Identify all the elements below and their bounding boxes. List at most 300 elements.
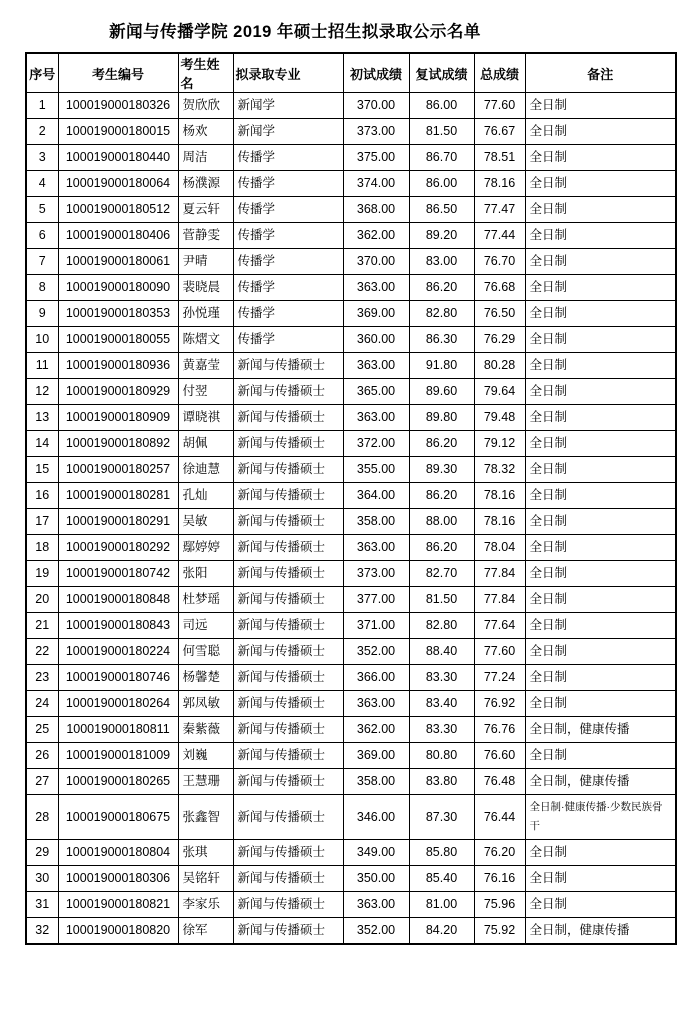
cell-major: 新闻与传播硕士 bbox=[233, 795, 343, 840]
cell-total-score: 79.12 bbox=[474, 431, 525, 457]
cell-total-score: 76.67 bbox=[474, 119, 525, 145]
cell-name: 孙悦瑾 bbox=[178, 301, 233, 327]
cell-name: 张鑫智 bbox=[178, 795, 233, 840]
cell-initial-score: 358.00 bbox=[343, 769, 409, 795]
cell-retest-score: 89.20 bbox=[409, 223, 474, 249]
cell-major: 新闻与传播硕士 bbox=[233, 483, 343, 509]
cell-retest-score: 89.80 bbox=[409, 405, 474, 431]
table-row bbox=[26, 275, 676, 301]
cell-major: 传播学 bbox=[233, 249, 343, 275]
table-row bbox=[26, 93, 676, 119]
cell-candidate-id: 100019000180015 bbox=[58, 119, 178, 145]
cell-initial-score: 362.00 bbox=[343, 223, 409, 249]
table-row bbox=[26, 639, 676, 665]
cell-total-score: 77.44 bbox=[474, 223, 525, 249]
cell-major: 新闻与传播硕士 bbox=[233, 613, 343, 639]
table-row bbox=[26, 119, 676, 145]
cell-initial-score: 364.00 bbox=[343, 483, 409, 509]
cell-total-score: 79.64 bbox=[474, 379, 525, 405]
cell-remark: 全日制 bbox=[525, 866, 676, 892]
cell-remark: 全日制 bbox=[525, 353, 676, 379]
cell-seq: 9 bbox=[26, 301, 58, 327]
cell-remark: 全日制 bbox=[525, 743, 676, 769]
cell-name: 李家乐 bbox=[178, 892, 233, 918]
page-title: 新闻与传播学院 2019 年硕士招生拟录取公示名单 bbox=[109, 23, 481, 41]
cell-total-score: 77.84 bbox=[474, 561, 525, 587]
cell-seq: 15 bbox=[26, 457, 58, 483]
cell-retest-score: 81.50 bbox=[409, 119, 474, 145]
cell-seq: 4 bbox=[26, 171, 58, 197]
cell-initial-score: 352.00 bbox=[343, 639, 409, 665]
column-header-name: 考生姓名 bbox=[178, 53, 233, 93]
cell-major: 传播学 bbox=[233, 145, 343, 171]
column-header-seq: 序号 bbox=[26, 53, 58, 93]
cell-initial-score: 370.00 bbox=[343, 93, 409, 119]
table-row bbox=[26, 223, 676, 249]
cell-seq: 19 bbox=[26, 561, 58, 587]
cell-remark: 全日制 bbox=[525, 405, 676, 431]
cell-name: 张阳 bbox=[178, 561, 233, 587]
cell-initial-score: 362.00 bbox=[343, 717, 409, 743]
cell-seq: 25 bbox=[26, 717, 58, 743]
cell-total-score: 76.76 bbox=[474, 717, 525, 743]
cell-name: 徐迪慧 bbox=[178, 457, 233, 483]
cell-candidate-id: 100019000180820 bbox=[58, 918, 178, 945]
cell-major: 新闻与传播硕士 bbox=[233, 405, 343, 431]
cell-candidate-id: 100019000180804 bbox=[58, 840, 178, 866]
cell-seq: 20 bbox=[26, 587, 58, 613]
cell-seq: 32 bbox=[26, 918, 58, 945]
cell-seq: 22 bbox=[26, 639, 58, 665]
table-row bbox=[26, 743, 676, 769]
cell-name: 夏云轩 bbox=[178, 197, 233, 223]
cell-total-score: 77.84 bbox=[474, 587, 525, 613]
cell-retest-score: 86.00 bbox=[409, 93, 474, 119]
cell-total-score: 78.32 bbox=[474, 457, 525, 483]
table-row bbox=[26, 301, 676, 327]
cell-retest-score: 82.80 bbox=[409, 613, 474, 639]
cell-retest-score: 86.00 bbox=[409, 171, 474, 197]
column-header-remark: 备注 bbox=[525, 53, 676, 93]
cell-candidate-id: 100019000180675 bbox=[58, 795, 178, 840]
cell-remark: 全日制·健康传播·少数民族骨干 bbox=[525, 795, 676, 840]
cell-seq: 13 bbox=[26, 405, 58, 431]
cell-initial-score: 370.00 bbox=[343, 249, 409, 275]
cell-major: 传播学 bbox=[233, 171, 343, 197]
cell-initial-score: 363.00 bbox=[343, 691, 409, 717]
cell-candidate-id: 100019000180821 bbox=[58, 892, 178, 918]
cell-major: 新闻与传播硕士 bbox=[233, 535, 343, 561]
cell-total-score: 76.44 bbox=[474, 795, 525, 840]
cell-seq: 28 bbox=[26, 795, 58, 840]
cell-seq: 10 bbox=[26, 327, 58, 353]
cell-initial-score: 373.00 bbox=[343, 119, 409, 145]
cell-retest-score: 88.00 bbox=[409, 509, 474, 535]
cell-name: 刘巍 bbox=[178, 743, 233, 769]
cell-seq: 1 bbox=[26, 93, 58, 119]
cell-initial-score: 363.00 bbox=[343, 353, 409, 379]
cell-total-score: 79.48 bbox=[474, 405, 525, 431]
cell-name: 裴晓晨 bbox=[178, 275, 233, 301]
cell-candidate-id: 100019000180909 bbox=[58, 405, 178, 431]
cell-remark: 全日制，健康传播 bbox=[525, 918, 676, 945]
cell-total-score: 75.92 bbox=[474, 918, 525, 945]
cell-remark: 全日制 bbox=[525, 613, 676, 639]
cell-total-score: 76.16 bbox=[474, 866, 525, 892]
cell-name: 杜梦瑶 bbox=[178, 587, 233, 613]
cell-total-score: 76.48 bbox=[474, 769, 525, 795]
cell-candidate-id: 100019000180061 bbox=[58, 249, 178, 275]
cell-candidate-id: 100019000180224 bbox=[58, 639, 178, 665]
cell-name: 菅静雯 bbox=[178, 223, 233, 249]
cell-name: 谭晓祺 bbox=[178, 405, 233, 431]
cell-remark: 全日制 bbox=[525, 197, 676, 223]
cell-major: 新闻与传播硕士 bbox=[233, 665, 343, 691]
table-row bbox=[26, 457, 676, 483]
cell-candidate-id: 100019000180257 bbox=[58, 457, 178, 483]
cell-retest-score: 86.50 bbox=[409, 197, 474, 223]
cell-candidate-id: 100019000180055 bbox=[58, 327, 178, 353]
cell-retest-score: 85.80 bbox=[409, 840, 474, 866]
cell-major: 新闻与传播硕士 bbox=[233, 379, 343, 405]
cell-candidate-id: 100019000180265 bbox=[58, 769, 178, 795]
cell-remark: 全日制 bbox=[525, 379, 676, 405]
table-row bbox=[26, 561, 676, 587]
cell-total-score: 77.60 bbox=[474, 93, 525, 119]
cell-retest-score: 81.50 bbox=[409, 587, 474, 613]
cell-major: 新闻与传播硕士 bbox=[233, 639, 343, 665]
cell-candidate-id: 100019000181009 bbox=[58, 743, 178, 769]
cell-initial-score: 377.00 bbox=[343, 587, 409, 613]
cell-seq: 6 bbox=[26, 223, 58, 249]
cell-remark: 全日制，健康传播 bbox=[525, 769, 676, 795]
cell-retest-score: 87.30 bbox=[409, 795, 474, 840]
cell-candidate-id: 100019000180892 bbox=[58, 431, 178, 457]
cell-major: 新闻与传播硕士 bbox=[233, 457, 343, 483]
cell-retest-score: 85.40 bbox=[409, 866, 474, 892]
table-row bbox=[26, 717, 676, 743]
cell-retest-score: 86.20 bbox=[409, 483, 474, 509]
table-row bbox=[26, 866, 676, 892]
cell-retest-score: 86.20 bbox=[409, 275, 474, 301]
cell-major: 新闻与传播硕士 bbox=[233, 743, 343, 769]
table-row bbox=[26, 665, 676, 691]
cell-remark: 全日制 bbox=[525, 639, 676, 665]
cell-seq: 31 bbox=[26, 892, 58, 918]
cell-candidate-id: 100019000180291 bbox=[58, 509, 178, 535]
cell-seq: 3 bbox=[26, 145, 58, 171]
cell-candidate-id: 100019000180811 bbox=[58, 717, 178, 743]
cell-remark: 全日制 bbox=[525, 223, 676, 249]
table-row bbox=[26, 483, 676, 509]
table-row bbox=[26, 691, 676, 717]
cell-seq: 16 bbox=[26, 483, 58, 509]
cell-candidate-id: 100019000180746 bbox=[58, 665, 178, 691]
column-header-initial-score: 初试成绩 bbox=[343, 53, 409, 93]
cell-seq: 30 bbox=[26, 866, 58, 892]
table-row bbox=[26, 840, 676, 866]
cell-seq: 27 bbox=[26, 769, 58, 795]
cell-retest-score: 83.30 bbox=[409, 717, 474, 743]
cell-total-score: 76.70 bbox=[474, 249, 525, 275]
column-header-major: 拟录取专业 bbox=[233, 53, 343, 93]
cell-retest-score: 82.80 bbox=[409, 301, 474, 327]
cell-total-score: 76.92 bbox=[474, 691, 525, 717]
cell-major: 传播学 bbox=[233, 197, 343, 223]
cell-major: 新闻与传播硕士 bbox=[233, 918, 343, 945]
cell-retest-score: 86.70 bbox=[409, 145, 474, 171]
cell-retest-score: 83.00 bbox=[409, 249, 474, 275]
cell-retest-score: 86.20 bbox=[409, 535, 474, 561]
cell-seq: 26 bbox=[26, 743, 58, 769]
cell-candidate-id: 100019000180292 bbox=[58, 535, 178, 561]
cell-initial-score: 365.00 bbox=[343, 379, 409, 405]
column-header-candidate-id: 考生编号 bbox=[58, 53, 178, 93]
cell-initial-score: 358.00 bbox=[343, 509, 409, 535]
cell-remark: 全日制 bbox=[525, 457, 676, 483]
cell-name: 付翌 bbox=[178, 379, 233, 405]
cell-seq: 7 bbox=[26, 249, 58, 275]
cell-name: 陈熠文 bbox=[178, 327, 233, 353]
admission-roster-table bbox=[25, 52, 677, 945]
table-header-row bbox=[26, 53, 676, 93]
cell-remark: 全日制 bbox=[525, 892, 676, 918]
cell-seq: 8 bbox=[26, 275, 58, 301]
cell-total-score: 75.96 bbox=[474, 892, 525, 918]
table-row bbox=[26, 892, 676, 918]
cell-name: 何雪聪 bbox=[178, 639, 233, 665]
cell-total-score: 77.64 bbox=[474, 613, 525, 639]
cell-remark: 全日制 bbox=[525, 535, 676, 561]
cell-retest-score: 86.20 bbox=[409, 431, 474, 457]
cell-total-score: 77.47 bbox=[474, 197, 525, 223]
cell-retest-score: 80.80 bbox=[409, 743, 474, 769]
cell-seq: 12 bbox=[26, 379, 58, 405]
column-header-retest-score: 复试成绩 bbox=[409, 53, 474, 93]
cell-major: 传播学 bbox=[233, 275, 343, 301]
cell-total-score: 80.28 bbox=[474, 353, 525, 379]
cell-candidate-id: 100019000180406 bbox=[58, 223, 178, 249]
cell-total-score: 76.20 bbox=[474, 840, 525, 866]
cell-name: 徐军 bbox=[178, 918, 233, 945]
document-page bbox=[0, 22, 700, 1012]
cell-retest-score: 83.30 bbox=[409, 665, 474, 691]
cell-name: 司远 bbox=[178, 613, 233, 639]
column-header-total-score: 总成绩 bbox=[474, 53, 525, 93]
cell-major: 新闻与传播硕士 bbox=[233, 587, 343, 613]
cell-name: 周洁 bbox=[178, 145, 233, 171]
cell-major: 新闻学 bbox=[233, 93, 343, 119]
cell-initial-score: 355.00 bbox=[343, 457, 409, 483]
cell-remark: 全日制 bbox=[525, 509, 676, 535]
table-row bbox=[26, 145, 676, 171]
cell-seq: 11 bbox=[26, 353, 58, 379]
cell-retest-score: 82.70 bbox=[409, 561, 474, 587]
cell-remark: 全日制 bbox=[525, 275, 676, 301]
cell-initial-score: 363.00 bbox=[343, 275, 409, 301]
table-row bbox=[26, 431, 676, 457]
cell-major: 新闻与传播硕士 bbox=[233, 717, 343, 743]
cell-name: 吴敏 bbox=[178, 509, 233, 535]
cell-major: 新闻与传播硕士 bbox=[233, 431, 343, 457]
table-row bbox=[26, 327, 676, 353]
cell-name: 胡佩 bbox=[178, 431, 233, 457]
cell-total-score: 76.29 bbox=[474, 327, 525, 353]
cell-candidate-id: 100019000180090 bbox=[58, 275, 178, 301]
cell-remark: 全日制 bbox=[525, 691, 676, 717]
cell-seq: 14 bbox=[26, 431, 58, 457]
cell-remark: 全日制 bbox=[525, 119, 676, 145]
cell-remark: 全日制 bbox=[525, 145, 676, 171]
cell-total-score: 77.24 bbox=[474, 665, 525, 691]
cell-initial-score: 352.00 bbox=[343, 918, 409, 945]
cell-candidate-id: 100019000180353 bbox=[58, 301, 178, 327]
cell-name: 秦紫薇 bbox=[178, 717, 233, 743]
cell-retest-score: 81.00 bbox=[409, 892, 474, 918]
table-row bbox=[26, 353, 676, 379]
cell-initial-score: 368.00 bbox=[343, 197, 409, 223]
cell-remark: 全日制 bbox=[525, 587, 676, 613]
cell-candidate-id: 100019000180064 bbox=[58, 171, 178, 197]
cell-total-score: 76.50 bbox=[474, 301, 525, 327]
cell-retest-score: 83.80 bbox=[409, 769, 474, 795]
cell-major: 传播学 bbox=[233, 327, 343, 353]
cell-retest-score: 89.60 bbox=[409, 379, 474, 405]
cell-candidate-id: 100019000180848 bbox=[58, 587, 178, 613]
cell-candidate-id: 100019000180264 bbox=[58, 691, 178, 717]
cell-name: 黄嘉莹 bbox=[178, 353, 233, 379]
cell-total-score: 77.60 bbox=[474, 639, 525, 665]
cell-initial-score: 373.00 bbox=[343, 561, 409, 587]
table-row bbox=[26, 795, 676, 840]
cell-initial-score: 371.00 bbox=[343, 613, 409, 639]
cell-remark: 全日制 bbox=[525, 431, 676, 457]
table-row bbox=[26, 535, 676, 561]
table-row bbox=[26, 613, 676, 639]
cell-name: 杨馨楚 bbox=[178, 665, 233, 691]
cell-major: 新闻与传播硕士 bbox=[233, 353, 343, 379]
cell-remark: 全日制，健康传播 bbox=[525, 717, 676, 743]
cell-major: 新闻与传播硕士 bbox=[233, 892, 343, 918]
cell-remark: 全日制 bbox=[525, 665, 676, 691]
cell-initial-score: 346.00 bbox=[343, 795, 409, 840]
cell-seq: 24 bbox=[26, 691, 58, 717]
cell-major: 传播学 bbox=[233, 301, 343, 327]
table-row bbox=[26, 171, 676, 197]
cell-retest-score: 88.40 bbox=[409, 639, 474, 665]
cell-remark: 全日制 bbox=[525, 171, 676, 197]
cell-initial-score: 350.00 bbox=[343, 866, 409, 892]
cell-name: 杨欢 bbox=[178, 119, 233, 145]
cell-major: 新闻与传播硕士 bbox=[233, 691, 343, 717]
cell-remark: 全日制 bbox=[525, 840, 676, 866]
cell-major: 新闻与传播硕士 bbox=[233, 769, 343, 795]
cell-candidate-id: 100019000180512 bbox=[58, 197, 178, 223]
cell-name: 杨濮源 bbox=[178, 171, 233, 197]
cell-seq: 29 bbox=[26, 840, 58, 866]
cell-name: 郭凤敏 bbox=[178, 691, 233, 717]
cell-remark: 全日制 bbox=[525, 249, 676, 275]
cell-seq: 21 bbox=[26, 613, 58, 639]
cell-initial-score: 369.00 bbox=[343, 743, 409, 769]
cell-total-score: 76.60 bbox=[474, 743, 525, 769]
cell-remark: 全日制 bbox=[525, 93, 676, 119]
cell-initial-score: 366.00 bbox=[343, 665, 409, 691]
cell-total-score: 78.04 bbox=[474, 535, 525, 561]
cell-seq: 17 bbox=[26, 509, 58, 535]
cell-initial-score: 375.00 bbox=[343, 145, 409, 171]
cell-major: 传播学 bbox=[233, 223, 343, 249]
cell-major: 新闻与传播硕士 bbox=[233, 840, 343, 866]
cell-seq: 2 bbox=[26, 119, 58, 145]
cell-name: 贺欣欣 bbox=[178, 93, 233, 119]
cell-name: 鄢婷婷 bbox=[178, 535, 233, 561]
cell-candidate-id: 100019000180326 bbox=[58, 93, 178, 119]
cell-name: 吴铭轩 bbox=[178, 866, 233, 892]
cell-candidate-id: 100019000180929 bbox=[58, 379, 178, 405]
table-row bbox=[26, 405, 676, 431]
cell-candidate-id: 100019000180440 bbox=[58, 145, 178, 171]
table-row bbox=[26, 587, 676, 613]
cell-remark: 全日制 bbox=[525, 327, 676, 353]
cell-retest-score: 89.30 bbox=[409, 457, 474, 483]
cell-remark: 全日制 bbox=[525, 301, 676, 327]
cell-retest-score: 86.30 bbox=[409, 327, 474, 353]
cell-remark: 全日制 bbox=[525, 561, 676, 587]
cell-initial-score: 363.00 bbox=[343, 405, 409, 431]
table-row bbox=[26, 197, 676, 223]
cell-seq: 23 bbox=[26, 665, 58, 691]
cell-candidate-id: 100019000180742 bbox=[58, 561, 178, 587]
cell-candidate-id: 100019000180843 bbox=[58, 613, 178, 639]
cell-major: 新闻学 bbox=[233, 119, 343, 145]
cell-initial-score: 369.00 bbox=[343, 301, 409, 327]
cell-retest-score: 84.20 bbox=[409, 918, 474, 945]
cell-major: 新闻与传播硕士 bbox=[233, 509, 343, 535]
cell-remark: 全日制 bbox=[525, 483, 676, 509]
cell-initial-score: 374.00 bbox=[343, 171, 409, 197]
cell-total-score: 78.16 bbox=[474, 171, 525, 197]
table-row bbox=[26, 379, 676, 405]
cell-candidate-id: 100019000180281 bbox=[58, 483, 178, 509]
cell-retest-score: 91.80 bbox=[409, 353, 474, 379]
cell-initial-score: 363.00 bbox=[343, 892, 409, 918]
table-row bbox=[26, 769, 676, 795]
table-row bbox=[26, 509, 676, 535]
cell-initial-score: 372.00 bbox=[343, 431, 409, 457]
cell-total-score: 78.16 bbox=[474, 483, 525, 509]
cell-candidate-id: 100019000180306 bbox=[58, 866, 178, 892]
cell-initial-score: 349.00 bbox=[343, 840, 409, 866]
cell-seq: 5 bbox=[26, 197, 58, 223]
table-row bbox=[26, 918, 676, 945]
table-row bbox=[26, 249, 676, 275]
cell-name: 张琪 bbox=[178, 840, 233, 866]
cell-name: 尹晴 bbox=[178, 249, 233, 275]
cell-major: 新闻与传播硕士 bbox=[233, 866, 343, 892]
cell-seq: 18 bbox=[26, 535, 58, 561]
cell-total-score: 78.51 bbox=[474, 145, 525, 171]
cell-total-score: 78.16 bbox=[474, 509, 525, 535]
cell-initial-score: 363.00 bbox=[343, 535, 409, 561]
cell-candidate-id: 100019000180936 bbox=[58, 353, 178, 379]
cell-initial-score: 360.00 bbox=[343, 327, 409, 353]
cell-retest-score: 83.40 bbox=[409, 691, 474, 717]
cell-name: 孔灿 bbox=[178, 483, 233, 509]
cell-name: 王慧珊 bbox=[178, 769, 233, 795]
cell-total-score: 76.68 bbox=[474, 275, 525, 301]
cell-major: 新闻与传播硕士 bbox=[233, 561, 343, 587]
